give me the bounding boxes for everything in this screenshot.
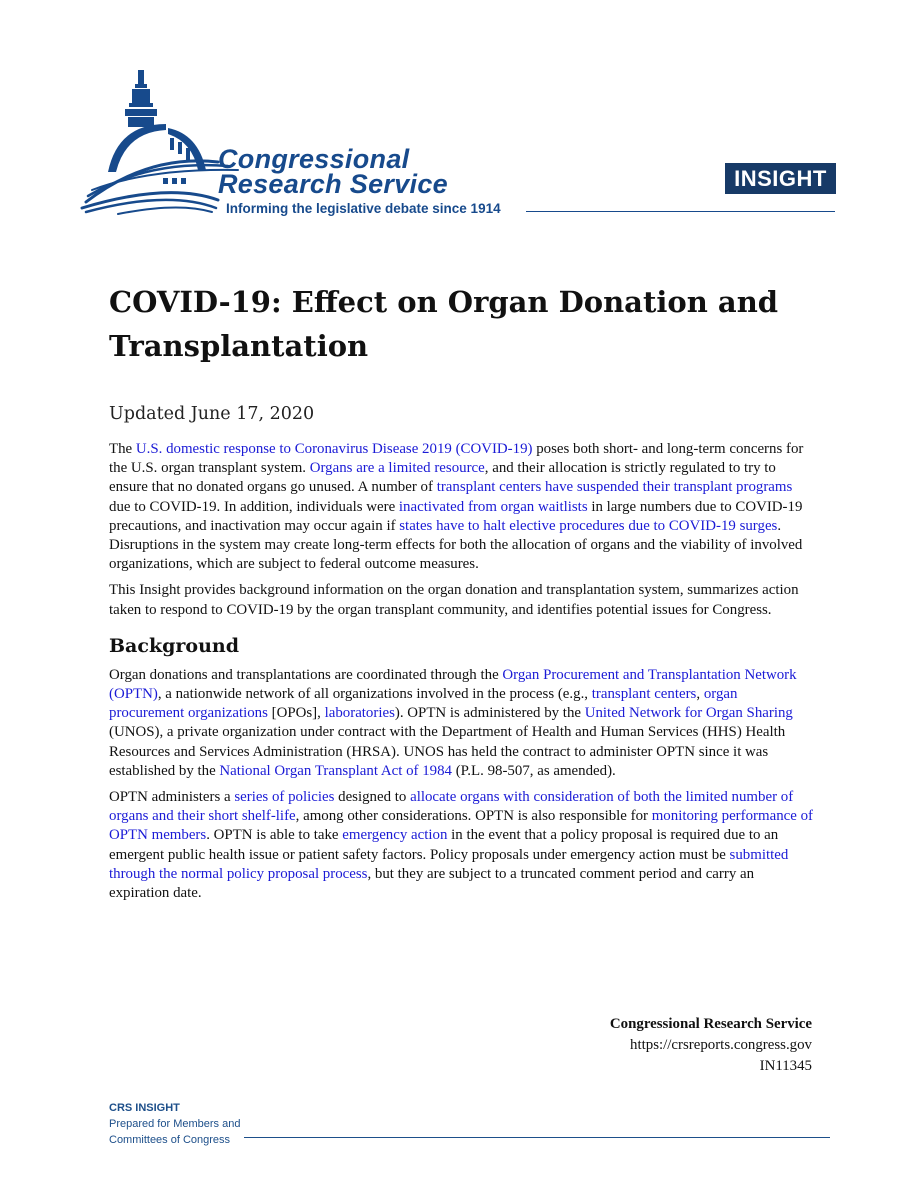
text-run: in the event that a policy proposal is required due to an emergent public health issue or patient safety factors. Policy proposals under emergency action must be — [109, 827, 779, 863]
inline-link[interactable]: organ procurement organizations — [109, 686, 738, 722]
logo-line-2: Research Service — [218, 169, 448, 199]
text-run: , a nationwide network of all organizations involved in the process (e.g., — [157, 686, 592, 703]
footer-rule — [244, 1137, 830, 1138]
paragraph — [109, 581, 814, 619]
text-run: , among other considerations. OPTN is also responsible for — [295, 808, 652, 825]
inline-link[interactable]: National Organ Transplant Act of 1984 — [219, 762, 452, 779]
text-run: This Insight provides background information on the organ donation and transplantation system, summarizes action taken to respond to COVID-19 by the organ transplant community, and identifies potential issues for Congress. — [109, 582, 799, 618]
updated-date: Updated June 17, 2020 — [109, 404, 315, 424]
background-section — [109, 666, 814, 903]
text-run: poses both short- and long-term concerns for the U.S. organ transplant system. — [109, 441, 804, 477]
inline-link[interactable]: series of policies — [234, 789, 335, 806]
text-run: due to COVID-19. In addition, individuals were — [109, 498, 399, 515]
text-run: Organ donations and transplantations are coordinated through the — [109, 666, 503, 683]
inline-link[interactable]: United Network for Organ Sharing — [584, 705, 793, 722]
bottom-label-title: CRS INSIGHT — [109, 1102, 180, 1114]
text-run: (UNOS), a private organization under contract with the Department of Health and Human Services (HHS) Health Resources and Services Administration (HRSA). UNOS has held the contract to administer OPTN since it was established by the — [109, 724, 786, 779]
inline-link[interactable]: transplant centers — [591, 686, 697, 703]
text-run: , and their allocation is strictly regulated to try to ensure that no donated organs go unused. A number of — [109, 460, 776, 496]
text-run: , — [696, 686, 704, 703]
insight-badge: INSIGHT — [725, 163, 836, 194]
text-run: in large numbers due to COVID-19 precautions, and inactivation may occur again if — [109, 498, 803, 534]
document-body — [109, 440, 814, 910]
footer-report-id: IN11345 — [759, 1058, 812, 1074]
inline-link[interactable]: allocate organs with consideration of both the limited number of organs and their short shelf-life — [109, 789, 794, 825]
bottom-label-line-3: Committees of Congress — [109, 1134, 231, 1146]
inline-link[interactable]: submitted through the normal policy proposal process — [109, 846, 789, 882]
text-run: , but they are subject to a truncated comment period and carry an expiration date. — [109, 865, 755, 902]
text-run: . OPTN is able to take — [206, 827, 343, 844]
section-heading-background: Background — [109, 634, 239, 657]
text-run: The — [109, 441, 136, 457]
inline-link[interactable]: U.S. domestic response to Coronavirus Disease 2019 (COVID-19) — [135, 441, 533, 457]
text-run: designed to — [334, 789, 411, 806]
footer-citation — [610, 1014, 812, 1077]
text-run: . Disruptions in the system may create long-term effects for both the allocation of organs and the viability of involved organizations, which are subject to federal outcome measures. — [109, 517, 803, 573]
inline-link[interactable]: Organs are a limited resource — [309, 460, 485, 477]
bottom-label-line-2: Prepared for Members and — [109, 1118, 241, 1130]
bottom-label — [109, 1100, 240, 1148]
logo-tagline: Informing the legislative debate since 1914 — [226, 201, 501, 216]
inline-link[interactable]: emergency action — [342, 827, 448, 844]
inline-link[interactable]: monitoring performance of OPTN members — [109, 808, 813, 844]
paragraph — [109, 788, 814, 903]
logo-line-1: Congressional — [218, 144, 410, 174]
document-title: COVID-19: Effect on Organ Donation and Transplantation — [109, 285, 779, 363]
text-run: (P.L. 98-507, as amended). — [452, 762, 616, 779]
intro-section — [109, 440, 814, 620]
inline-link[interactable]: states have to halt elective procedures due to COVID-19 surges — [399, 517, 778, 534]
footer-url[interactable]: https://crsreports.congress.gov — [630, 1037, 812, 1053]
text-run: ). OPTN is administered by the — [394, 705, 585, 722]
inline-link[interactable]: Organ Procurement and Transplantation Network (OPTN) — [109, 666, 797, 703]
header-rule — [526, 211, 835, 212]
text-run: OPTN administers a — [109, 789, 235, 806]
text-run: [OPOs], — [267, 705, 325, 722]
inline-link[interactable]: laboratories — [324, 705, 395, 722]
inline-link[interactable]: transplant centers have suspended their transplant programs — [436, 479, 793, 496]
paragraph — [109, 666, 814, 781]
paragraph — [109, 440, 814, 574]
inline-link[interactable]: inactivated from organ waitlists — [398, 498, 588, 515]
footer-org: Congressional Research Service — [609, 1016, 812, 1032]
